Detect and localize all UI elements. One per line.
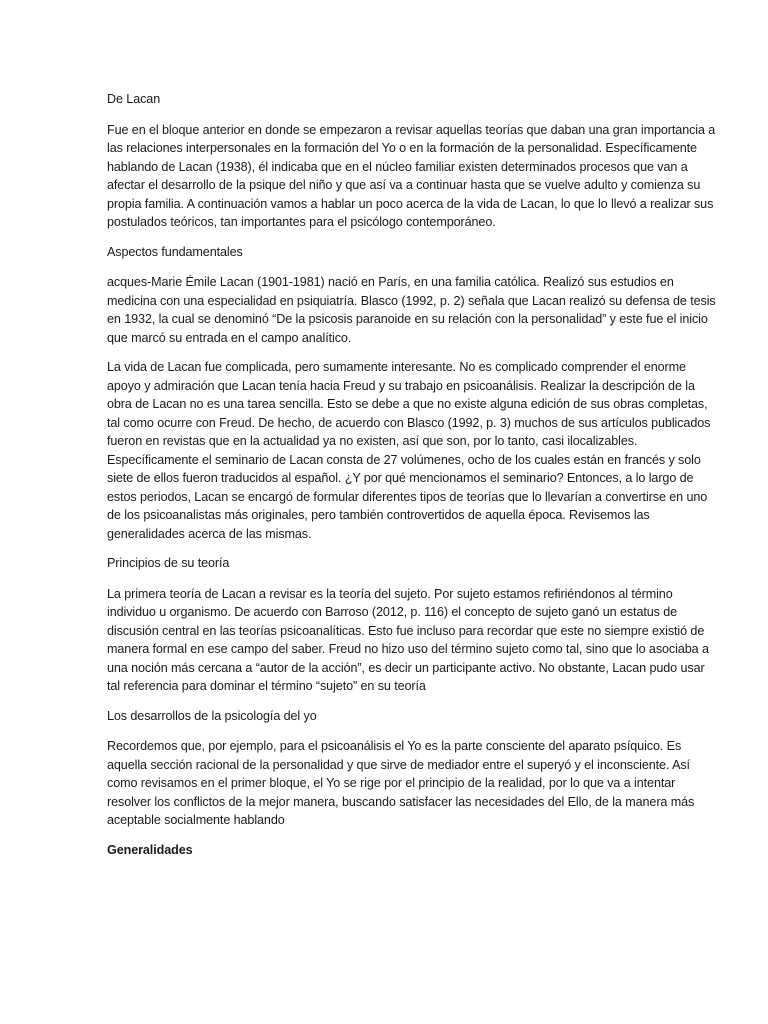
paragraph: acques-Marie Émile Lacan (1901-1981) nació en París, en una familia católica. Realizó sus estudios en medicina con una especialidad en psiquiatría. Blasco (1992, p. 2) señala que Lacan realizó su defensa de tesis en 1932, la cual se denominó “De la psicosis paranoide en su relación con la personalidad” y este fue el inicio que marcó su entrada en el campo analítico.	[107, 275, 716, 345]
document-title: De Lacan	[107, 92, 161, 106]
section-heading-generalidades: Generalidades	[107, 842, 193, 857]
section-heading-aspectos: Aspectos fundamentales	[107, 244, 243, 259]
document-page	[107, 90, 717, 871]
section-heading-principios: Principios de su teoría	[107, 556, 230, 570]
paragraph: La primera teoría de Lacan a revisar es la teoría del sujeto. Por sujeto estamos refiriéndonos al término individuo u organismo. De acuerdo con Barroso (2012, p. 116) el concepto de sujeto ganó un estatus de discusión central en las teorías psicoanalíticas. Esto fue incluso para recordar que este no siempre existió de manera formal en ese campo del saber. Freud no hizo uso del término sujeto como tal, sino que lo asociaba a una noción más cercana a “autor de la acción”, es decir un participante activo. No obstante, Lacan pudo usar tal referencia para dominar el término “sujeto” en su teoría	[107, 586, 709, 693]
intro-paragraph: Fue en el bloque anterior en donde se empezaron a revisar aquellas teorías que daban una gran importancia a las relaciones interpersonales en la formación del Yo o en la formación de la personalidad. Específicamente hablando de Lacan (1938), él indicaba que en el núcleo familiar existen determinados procesos que van a afectar el desarrollo de la psique del niño y que así va a continuar hasta que se vuelve adulto y comienza su propia familia. A continuación vamos a hablar un poco acerca de la vida de Lacan, lo que lo llevó a realizar sus postulados teóricos, tan importantes para el psicólogo contemporáneo.	[107, 122, 716, 229]
paragraph: Recordemos que, por ejemplo, para el psicoanálisis el Yo es la parte consciente del aparato psíquico. Es aquella sección racional de la personalidad y que sirve de mediador entre el superyó y el inconsciente. Así como revisamos en el primer bloque, el Yo se rige por el principio de la realidad, por lo que va a intentar resolver los conflictos de la mejor manera, buscando satisfacer las necesidades del Ello, de la manera más aceptable socialmente hablando	[107, 739, 695, 827]
paragraph: La vida de Lacan fue complicada, pero sumamente interesante. No es complicado comprender el enorme apoyo y admiración que Lacan tenía hacia Freud y su trabajo en psicoanálisis. Realizar la descripción de la obra de Lacan no es una tarea sencilla. Esto se debe a que no existe alguna edición de sus obras completas, tal como ocurre con Freud. De hecho, de acuerdo con Blasco (1992, p. 3) muchos de sus artículos publicados fueron en revistas que en la actualidad ya no existen, así que son, por lo tanto, casi ilocalizables. Específicamente el seminario de Lacan consta de 27 volúmenes, ocho de los cuales están en francés y solo siete de ellos fueron traducidos al español. ¿Y por qué mencionamos el seminario? Entonces, a lo largo de estos periodos, Lacan se encargó de formular diferentes tipos de teorías que lo llevarían a convertirse en uno de los psicoanalistas más originales, pero también controvertidos de aquella época. Revisemos las generalidades acerca de las mismas.	[107, 360, 711, 541]
section-heading-desarrollos: Los desarrollos de la psicología del yo	[107, 708, 317, 723]
